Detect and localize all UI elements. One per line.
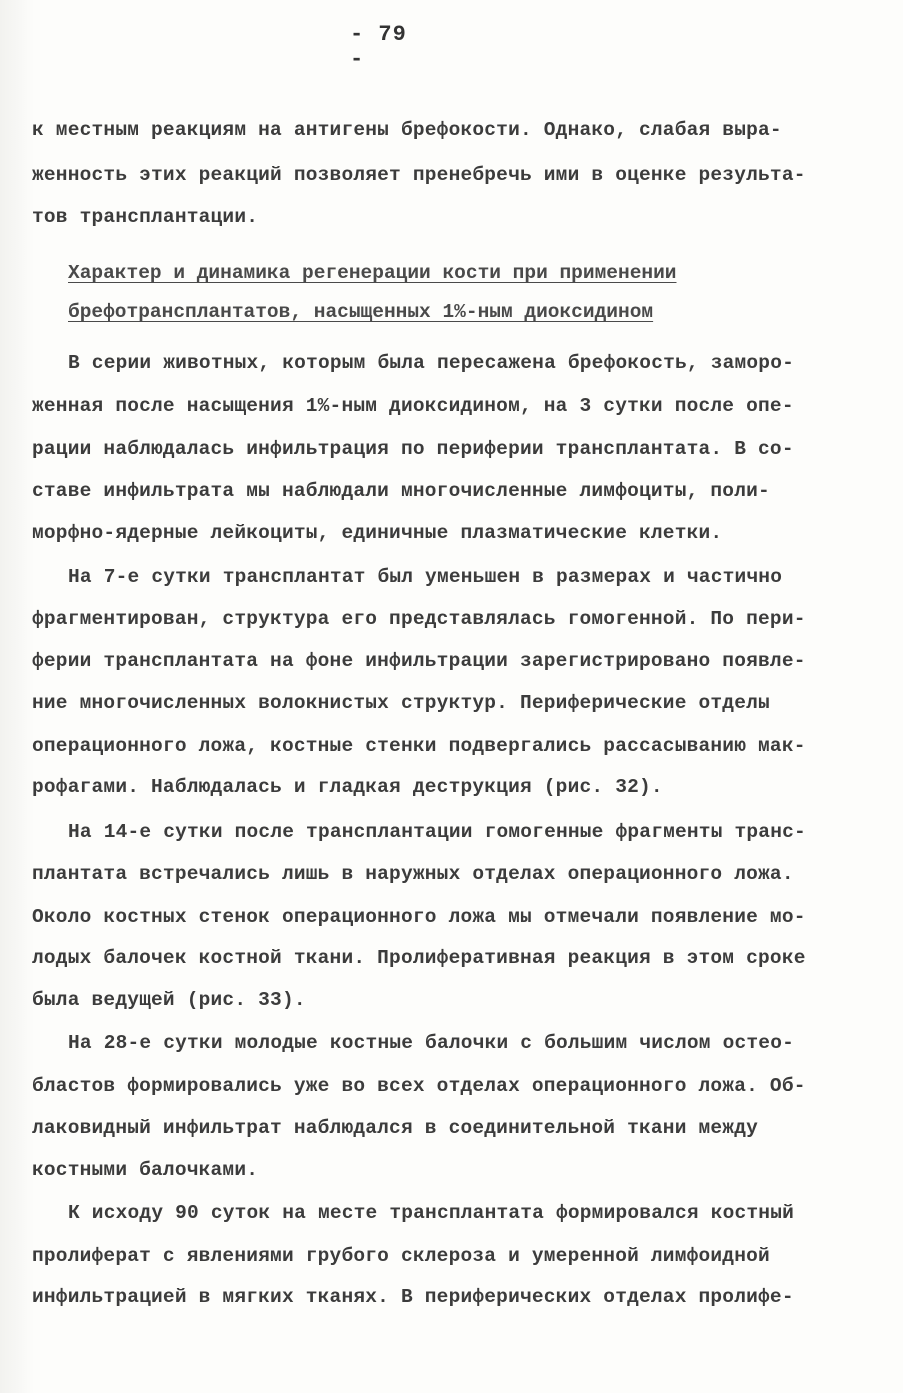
text-line: Около костных стенок операционного ложа мы отмечали появление мо- bbox=[32, 906, 806, 928]
text-line: В серии животных, которым была пересажена брефокость, заморо- bbox=[68, 352, 795, 374]
text-line: На 28-е сутки молодые костные балочки с большим числом остео- bbox=[68, 1032, 795, 1054]
text-line: была ведущей (рис. 33). bbox=[32, 989, 306, 1011]
text-line: лаковидный инфильтрат наблюдался в соединительной ткани между bbox=[32, 1117, 759, 1139]
text-line: На 14-е сутки после трансплантации гомогенные фрагменты транс- bbox=[68, 821, 806, 843]
text-line: инфильтрацией в мягких тканях. В периферических отделах пролифе- bbox=[32, 1286, 794, 1308]
text-line: фрагментирован, структура его представлялась гомогенной. По пери- bbox=[32, 608, 806, 630]
text-line: ферии трансплантата на фоне инфильтрации зарегистрировано появле- bbox=[32, 650, 806, 672]
text-line: бластов формировались уже во всех отделах операционного ложа. Об- bbox=[32, 1075, 806, 1097]
text-line: операционного ложа, костные стенки подвергались рассасыванию мак- bbox=[32, 735, 806, 757]
section-heading-line: Характер и динамика регенерации кости при применении bbox=[68, 262, 677, 284]
text-line: ставе инфильтрата мы наблюдали многочисленные лимфоциты, поли- bbox=[32, 480, 770, 502]
text-line: тов трансплантации. bbox=[32, 206, 259, 228]
text-line: морфно-ядерные лейкоциты, единичные плазматические клетки. bbox=[32, 522, 723, 544]
text-line: женная после насыщения 1%-ным диоксидином, на 3 сутки после опе- bbox=[32, 395, 794, 417]
text-line: рофагами. Наблюдалась и гладкая деструкция (рис. 32). bbox=[32, 776, 663, 798]
text-line: К исходу 90 суток на месте трансплантата формировался костный bbox=[68, 1202, 795, 1224]
text-line: костными балочками. bbox=[32, 1159, 259, 1181]
page-edge-shadow bbox=[0, 0, 34, 1393]
text-line: ние многочисленных волокнистых структур. Периферические отделы bbox=[32, 692, 770, 714]
text-line: пролиферат с явлениями грубого склероза и умеренной лимфоидной bbox=[32, 1245, 770, 1267]
page-number: - 79 - bbox=[350, 22, 407, 72]
text-line: к местным реакциям на антигены брефокости. Однако, слабая выра- bbox=[32, 119, 782, 141]
text-line: плантата встречались лишь в наружных отделах операционного ложа. bbox=[32, 863, 794, 885]
text-line: женность этих реакций позволяет пренебречь ими в оценке результа- bbox=[32, 164, 806, 186]
section-heading-line: брефотрансплантатов, насыщенных 1%-ным диоксидином bbox=[68, 301, 654, 323]
text-line: рации наблюдалась инфильтрация по периферии трансплантата. В со- bbox=[32, 438, 794, 460]
text-line: лодых балочек костной ткани. Пролиферативная реакция в этом сроке bbox=[32, 947, 806, 969]
text-line: На 7-е сутки трансплантат был уменьшен в размерах и частично bbox=[68, 566, 783, 588]
